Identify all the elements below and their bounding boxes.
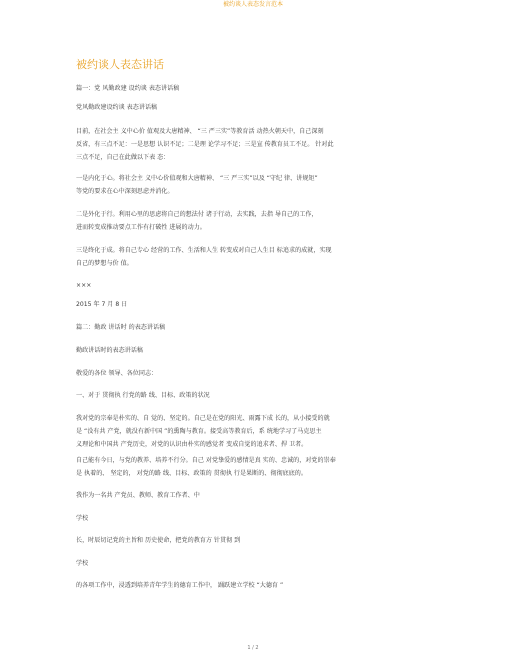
paragraph-line: 义理论和中国共 产党历史，对党的认识由朴实的感觉者 变成自觉的追求者、捍 卫者。 [76, 441, 308, 448]
paragraph-line: 我对党的宗奉是朴实的、自 觉的、坚定的。自己是在党的阳光、雨露下成 长的，从小接受的就 [76, 415, 330, 422]
salutation: 敬爱的各位 领导、各位同志： [76, 370, 158, 377]
paragraph-line: 反省，有三点不足：一是思想 认识不足；二是理 论学习不足；三是宣 传教育员工不足。 针对此 [76, 141, 334, 148]
paragraph-line: 是 “没有共 产党，就没有新中国 ”的熏陶与教育。接受高等教育后，系 统地学习了马克思主 [76, 428, 322, 435]
paragraph-line: 长，时辰切记党的主旨和 历史使命，把党的教育方 针贯彻 到 [76, 537, 241, 544]
subsection-heading: 一、对于 贯彻执 行党的路 线、目标、政策的状况 [76, 392, 210, 399]
paragraph-line: 目前，在社会主 义中心价 值观及大唐精神、 “三 严三实”等教育活 动热火朝天中，自己深刻 [76, 128, 324, 135]
paragraph-line: 三点不足，自己在此做以下表 态： [76, 154, 170, 161]
paragraph-line: 二是外化于行。利用心里的思虑将自己的想法付 诸于行动，去实践，去指 导自己的工作， [76, 211, 318, 218]
paragraph-line: 我作为一名共 产党员、教师、教育工作者、中 [76, 492, 200, 499]
date-line: 2015 年 7 月 8 日 [76, 301, 128, 308]
subtitle-1: 党风勤政建设约谈 表态讲话稿 [76, 104, 158, 111]
section-heading-2: 篇二：勤政 讲话时 的表态讲话稿 [76, 324, 166, 331]
signature-mark: ××× [76, 282, 92, 289]
running-header: 被约谈人表态发言范本 [222, 1, 283, 8]
subtitle-2: 勤政讲话时的表态讲话稿 [76, 347, 144, 354]
paragraph-line: 学校 [76, 515, 89, 522]
paragraph-line: 自己的梦想与价 值。 [76, 260, 133, 267]
paragraph-line: 的各项工作中，浸透到培养青年学生的德育工作中， 踊跃建立学校 “大德育 ” [76, 582, 284, 589]
page-number: 1 / 2 [247, 645, 259, 651]
section-heading-1: 篇一：党 风勤政建 设约谈 表态讲话稿 [76, 85, 180, 92]
paragraph-line: 自己能有今日，与党的教养、培养不行分。自己 对党挚爱的感情是真 实的、忠诚的，对党的崇奉 [76, 457, 336, 464]
paragraph-line: 等党的要求在心中深刻思虑并消化。 [76, 188, 174, 195]
paragraph-line: 一是内化于心。将社会主 义中心价值观和大唐精神、 “三 严三实”以及 “守纪 律、讲规矩” [76, 175, 318, 182]
paragraph-line: 三是终化于成。将自己专心 经营的工作、生活和人生 转变成对自己人生目 标追求的成就，实现 [76, 247, 332, 254]
paragraph-line: 进而转变成推动要点工作有打破性 进展的动力。 [76, 224, 206, 231]
paragraph-line: 学校 [76, 560, 89, 567]
paragraph-line: 是 执着的、 坚定的， 对党的路 线、目标、政策的 贯彻执 行是果断的、彻彻底底的。 [76, 470, 307, 477]
document-title: 被约谈人表态讲话 [76, 58, 164, 71]
